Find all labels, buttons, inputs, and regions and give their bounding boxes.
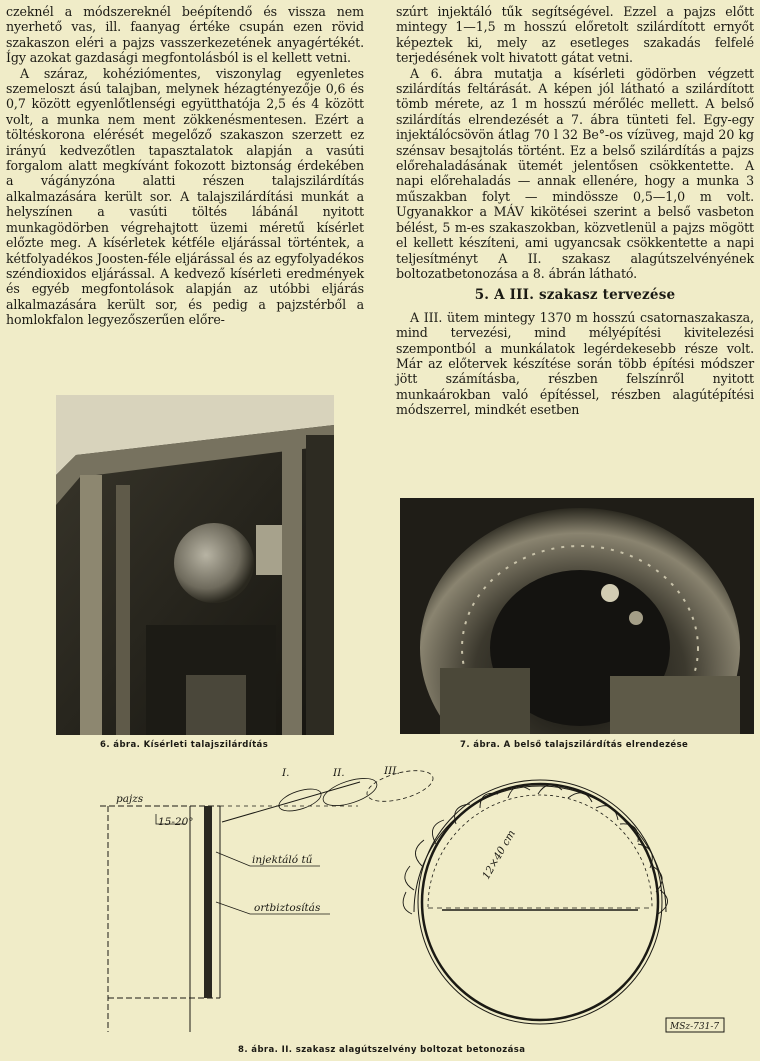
label-angle: 15-20°: [158, 816, 194, 828]
figure-8-caption: 8. ábra. II. szakasz alagútszelvény boltozat betonozása: [238, 1045, 526, 1055]
paragraph: szúrt injektáló tűk segítségével. Ezzel a pajzs előtt mintegy 1—1,5 m hosszú előretolt szilárdított ernyőt képeztek ki, mely az esetleges szakadás felfelé terjedésének volt hivatott gátat vetni.: [396, 4, 754, 66]
paragraph: A III. ütem mintegy 1370 m hosszú csatornaszakasza, mind tervezési, mind mélyépítési kivitelezési szempontból a munkálatok legérdekesebb része volt. Már az előtervek készítése során több építési módszer jött számításba, részben felszínről nyitott munkaárokban való építéssel, részben alagútépítési módszerrel, mindkét esetben: [396, 309, 754, 418]
left-column: [6, 4, 364, 328]
paragraph: A 6. ábra mutatja a kísérleti gödörben végzett szilárdítás feltárását. A képen jól látható a szilárdított tömb mérete, az 1 m hosszú mérőléc mellett. A belső szilárdítás elrendezését a 7. ábra tünteti fel. Egy-egy injektálócsövön átlag 70 l 32 Be°-os vízüveg, majd 20 kg szénsav besajtolás történt. Ez a belső szilárdítás a pajzs előrehaladásának ütemét jelentősen csökkentette. A napi előrehaladás — annak ellenére, hogy a munka 3 műszakban folyt — mindössze 0,5—1,0 m volt. Ugyanakkor a MÁV kikötései szerint a belső vasbeton bélést, 5 m-es szakaszokban, közvetlenül a pajzs mögött el kellett készíteni, ami ugyancsak csökkentette a napi teljesítményt A II. szakasz alagútszelvényének boltozatbetonozása a 8. ábrán látható.: [396, 65, 754, 281]
label-pajzs: pajzs: [116, 793, 144, 805]
paragraph: czeknél a módszereknél beépítendő és vissza nem nyerhető vas, ill. faanyag értéke csupán ezen rövid szakaszon eléri a pajzs vasszerkezetének anyagértékét. Így azokat gazdasági megfontolásból is el kellett vetni.: [6, 4, 364, 66]
figure-6-caption: 6. ábra. Kísérleti talajszilárdítás: [100, 740, 269, 750]
drawing-number: MSz-731-7: [670, 1022, 720, 1032]
figure-8-drawing: [90, 762, 730, 1042]
photo-experimental-stabilization: [56, 395, 334, 735]
photo-7-illustration: [400, 498, 754, 734]
label-ring-dimension: 12×40 cm: [480, 828, 518, 882]
photo-internal-stabilization: [400, 498, 754, 734]
section-heading: 5. A III. szakasz tervezése: [474, 287, 676, 304]
tunnel-cross-section: [403, 780, 667, 1024]
label-roman-2: II.: [333, 767, 345, 779]
face-support: [204, 806, 212, 998]
technical-drawing: [90, 762, 730, 1042]
right-column: [396, 4, 754, 418]
label-roman-1: I.: [282, 767, 290, 779]
paragraph: A száraz, kohéziómentes, viszonylag egyenletes szemeloszt ású talajban, melynek hézagtényezője 0,6 és 0,7 között egyenlőtlenségi együtthatója 2,5 és 4 között volt, a munka nem ment zökkenésmentesen. Ezért a töltéskorona elérését megelőző szakaszon szerzett ez irányú kedvezőtlen tapasztalatok alapján a vasúti forgalom alatt megkívánt fokozott biztonság érdekében a vágányzóna alatti részen talajszilárdítás alkalmazására került sor. A talajszilárdítási munkát a helyszínen a vasúti töltés lábánál nyitott munkagödörben végrehajtott üzemi méretű kísérlet előzte meg. A kísérletek kétféle eljárással történtek, a kétfolyadékos Joosten-féle eljárással és az egyfolyadékos széndioxidos eljárással. A kedvező kísérleti eredmények és egyéb megfontolások alapján az utóbbi eljárás alkalmazására került sor, és pedig a pajzstérből a homlokfalon legyezőszerűen előre-: [6, 65, 364, 328]
injection-needle: [222, 782, 360, 822]
label-roman-3: III.: [384, 765, 400, 777]
label-injektalo: injektáló tű: [252, 854, 313, 866]
photo-6-illustration: [56, 395, 334, 735]
label-ortbiztositas: ortbiztosítás: [254, 902, 321, 914]
figure-7-caption: 7. ábra. A belső talajszilárdítás elrendezése: [460, 740, 689, 750]
